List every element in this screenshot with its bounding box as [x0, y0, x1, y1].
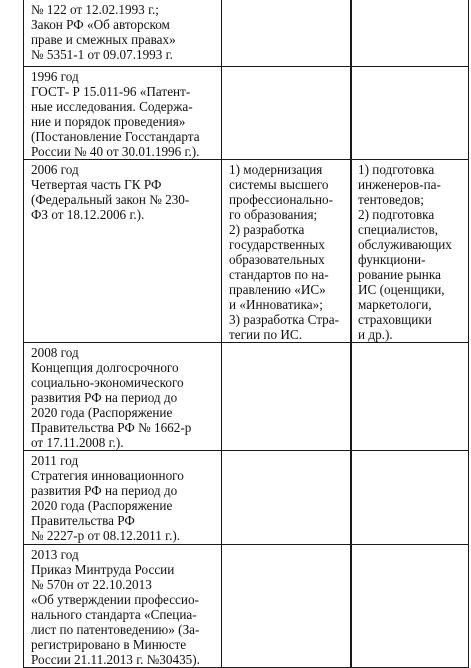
cell-line: тегии по ИС. — [229, 327, 303, 342]
cell-line: ГОСТ- Р 15.011-96 «Патент- — [31, 84, 191, 99]
cell-measures — [222, 160, 351, 343]
cell-line: системы высшего — [229, 177, 329, 192]
table-row — [24, 160, 469, 343]
cell-line: 2) разработка — [229, 222, 305, 237]
cell-line: России № 40 от 30.01.1996 г.). — [31, 144, 200, 159]
cell-line: 2011 год — [31, 453, 79, 468]
cell-line: 3) разработка Стра- — [229, 312, 340, 327]
cell-line: развития РФ на период до — [31, 390, 178, 405]
cell-line: функциони- — [358, 252, 426, 267]
cell-line: ИС (оценщики, — [358, 282, 445, 297]
table-row — [24, 451, 469, 545]
table-row — [24, 0, 469, 67]
cell-line: № 570н от 22.10.2013 — [31, 577, 152, 592]
cell-line: «Об утверждении профессио- — [31, 592, 199, 607]
cell-line: государственных — [229, 237, 325, 252]
cell-line: 1) подготовка — [358, 162, 435, 177]
cell-measures — [222, 0, 351, 67]
cell-measures — [222, 545, 351, 668]
cell-line: (Федеральный закон № 230- — [31, 192, 190, 207]
cell-line: страховщики — [358, 312, 432, 327]
cell-training — [351, 160, 469, 343]
cell-line: лист по патентоведению» (За- — [31, 622, 200, 637]
table-row — [24, 545, 469, 668]
cell-line: обслуживающих — [358, 237, 452, 252]
cell-measures — [222, 343, 351, 451]
cell-line: нального стандарта «Специа- — [31, 607, 197, 622]
cell-line: Приказ Минтруда России — [31, 562, 175, 577]
cell-line: Правительства РФ № 1662-р — [31, 420, 192, 435]
cell-line: и др.). — [358, 327, 393, 342]
cell-line: тентоведов; — [358, 192, 424, 207]
cell-line: Концепция долгосрочного — [31, 360, 179, 375]
table-row — [24, 67, 469, 160]
cell-line: 2008 год — [31, 345, 79, 360]
cell-document — [24, 67, 222, 160]
cell-line: стандартов по на- — [229, 267, 329, 282]
cell-document — [24, 545, 222, 668]
cell-measures — [222, 451, 351, 545]
cell-line: ФЗ от 18.12.2006 г.). — [31, 207, 145, 222]
cell-line: развития РФ на период до — [31, 483, 178, 498]
cell-measures — [222, 67, 351, 160]
cell-line: 2013 год — [31, 547, 79, 562]
cell-line: специалистов, — [358, 222, 439, 237]
cell-line: от 17.11.2008 г.). — [31, 435, 124, 450]
cell-document — [24, 343, 222, 451]
cell-line: го образования; — [229, 207, 318, 222]
cell-training — [351, 0, 469, 67]
table-row — [24, 343, 469, 451]
cell-line: № 5351-1 от 09.07.1993 г. — [31, 47, 173, 62]
cell-line: 2006 год — [31, 162, 79, 177]
cell-line: 1996 год — [31, 69, 79, 84]
cell-line: 1) модернизация — [229, 162, 323, 177]
cell-line: образовательных — [229, 252, 325, 267]
cell-training — [351, 343, 469, 451]
cell-line: № 122 от 12.02.1993 г.; — [31, 2, 159, 17]
cell-line: ные исследования. Содержа- — [31, 99, 193, 114]
legislation-table — [23, 0, 469, 668]
cell-line: Правительства РФ — [31, 513, 135, 528]
cell-line: маркетологи, — [358, 297, 432, 312]
cell-line: социально-экономического — [31, 375, 184, 390]
cell-line: ние и порядок проведения» — [31, 114, 186, 129]
cell-line: правлению «ИС» — [229, 282, 326, 297]
cell-line: (Постановление Госстандарта — [31, 129, 200, 144]
cell-line: профессионально- — [229, 192, 333, 207]
cell-line: регистрировано в Минюсте — [31, 637, 187, 652]
cell-line: праве и смежных правах» — [31, 32, 176, 47]
cell-training — [351, 545, 469, 668]
cell-line: Стратегия инновационного — [31, 468, 184, 483]
cell-line: 2020 года (Распоряжение — [31, 498, 173, 513]
cell-line: Закон РФ «Об авторском — [31, 17, 170, 32]
cell-training — [351, 451, 469, 545]
cell-line: рование рынка — [358, 267, 441, 282]
cell-line: России 21.11.2013 г. №30435). — [31, 652, 200, 667]
cell-line: № 2227-р от 08.12.2011 г.). — [31, 528, 181, 543]
cell-line: 2) подготовка — [358, 207, 435, 222]
cell-document — [24, 160, 222, 343]
cell-document — [24, 0, 222, 67]
cell-training — [351, 67, 469, 160]
cell-line: инженеров-па- — [358, 177, 441, 192]
cell-document — [24, 451, 222, 545]
cell-line: 2020 года (Распоряжение — [31, 405, 173, 420]
cell-line: и «Инноватика»; — [229, 297, 323, 312]
cell-line: Четвертая часть ГК РФ — [31, 177, 162, 192]
